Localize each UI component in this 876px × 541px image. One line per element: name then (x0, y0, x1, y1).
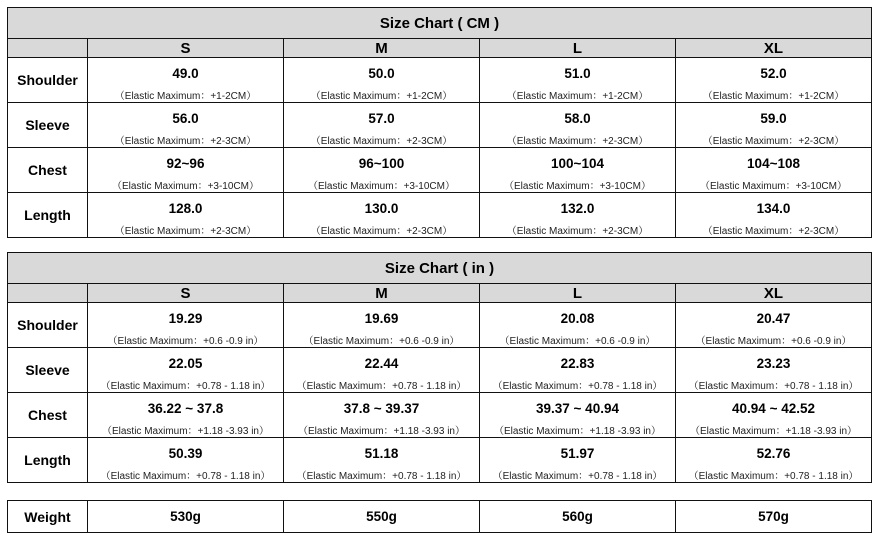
elastic-note: （Elastic Maximum：+2-3CM） (284, 222, 480, 238)
measure-value: 52.76 (676, 438, 872, 468)
measure-row (8, 393, 872, 423)
elastic-note: （Elastic Maximum：+0.6 -0.9 in） (480, 332, 676, 348)
note-row (8, 87, 872, 103)
elastic-note: （Elastic Maximum：+1-2CM） (676, 87, 872, 103)
measure-value: 59.0 (676, 103, 872, 133)
measure-value: 49.0 (88, 58, 284, 88)
measure-value: 23.23 (676, 348, 872, 378)
row-label: Sleeve (8, 348, 88, 393)
weight-value-s: 530g (88, 501, 284, 533)
elastic-note: （Elastic Maximum：+1.18 -3.93 in） (284, 422, 480, 438)
measure-value: 20.08 (480, 303, 676, 333)
elastic-note: （Elastic Maximum：+1-2CM） (88, 87, 284, 103)
table-title: Size Chart ( in ) (8, 253, 872, 284)
measure-value: 39.37 ~ 40.94 (480, 393, 676, 423)
note-row (8, 467, 872, 483)
size-header: S (88, 39, 284, 58)
measure-value: 20.47 (676, 303, 872, 333)
size-header: XL (676, 284, 872, 303)
size-header: M (284, 39, 480, 58)
measure-row (8, 303, 872, 333)
measure-value: 22.83 (480, 348, 676, 378)
elastic-note: （Elastic Maximum：+2-3CM） (88, 222, 284, 238)
measure-value: 40.94 ~ 42.52 (676, 393, 872, 423)
measure-value: 51.0 (480, 58, 676, 88)
measure-row (8, 103, 872, 133)
measure-value: 19.69 (284, 303, 480, 333)
row-label: Chest (8, 148, 88, 193)
weight-value-xl: 570g (676, 501, 872, 533)
weight-row (8, 501, 872, 533)
measure-value: 51.18 (284, 438, 480, 468)
corner-cell (8, 39, 88, 58)
measure-value: 130.0 (284, 193, 480, 223)
size-header: M (284, 284, 480, 303)
size-header-row (8, 39, 872, 58)
elastic-note: （Elastic Maximum：+0.78 - 1.18 in） (480, 377, 676, 393)
elastic-note: （Elastic Maximum：+0.78 - 1.18 in） (676, 467, 872, 483)
note-row (8, 132, 872, 148)
measure-value: 134.0 (676, 193, 872, 223)
table-title: Size Chart ( CM ) (8, 8, 872, 39)
note-row (8, 332, 872, 348)
elastic-note: （Elastic Maximum：+1-2CM） (480, 87, 676, 103)
elastic-note: （Elastic Maximum：+0.78 - 1.18 in） (284, 377, 480, 393)
elastic-note: （Elastic Maximum：+1.18 -3.93 in） (676, 422, 872, 438)
elastic-note: （Elastic Maximum：+0.78 - 1.18 in） (88, 377, 284, 393)
measure-row (8, 58, 872, 88)
measure-value: 96~100 (284, 148, 480, 178)
measure-value: 128.0 (88, 193, 284, 223)
elastic-note: （Elastic Maximum：+0.6 -0.9 in） (88, 332, 284, 348)
elastic-note: （Elastic Maximum：+0.6 -0.9 in） (676, 332, 872, 348)
size-chart-cm-table (7, 7, 872, 238)
elastic-note: （Elastic Maximum：+2-3CM） (676, 132, 872, 148)
note-row (8, 422, 872, 438)
size-header: L (480, 284, 676, 303)
elastic-note: （Elastic Maximum：+2-3CM） (88, 132, 284, 148)
measure-value: 56.0 (88, 103, 284, 133)
measure-row (8, 193, 872, 223)
measure-value: 92~96 (88, 148, 284, 178)
elastic-note: （Elastic Maximum：+1.18 -3.93 in） (480, 422, 676, 438)
size-header: L (480, 39, 676, 58)
elastic-note: （Elastic Maximum：+0.78 - 1.18 in） (480, 467, 676, 483)
measure-value: 36.22 ~ 37.8 (88, 393, 284, 423)
elastic-note: （Elastic Maximum：+1.18 -3.93 in） (88, 422, 284, 438)
measure-row (8, 148, 872, 178)
weight-table (7, 500, 872, 533)
measure-value: 100~104 (480, 148, 676, 178)
measure-value: 50.0 (284, 58, 480, 88)
elastic-note: （Elastic Maximum：+3-10CM） (88, 177, 284, 193)
measure-value: 22.05 (88, 348, 284, 378)
size-header-row (8, 284, 872, 303)
measure-row (8, 438, 872, 468)
measure-value: 104~108 (676, 148, 872, 178)
corner-cell (8, 284, 88, 303)
title-row (8, 8, 872, 39)
row-label: Length (8, 193, 88, 238)
elastic-note: （Elastic Maximum：+2-3CM） (480, 132, 676, 148)
elastic-note: （Elastic Maximum：+3-10CM） (676, 177, 872, 193)
size-header: XL (676, 39, 872, 58)
row-label: Length (8, 438, 88, 483)
measure-value: 50.39 (88, 438, 284, 468)
measure-value: 19.29 (88, 303, 284, 333)
elastic-note: （Elastic Maximum：+2-3CM） (676, 222, 872, 238)
elastic-note: （Elastic Maximum：+1-2CM） (284, 87, 480, 103)
measure-value: 51.97 (480, 438, 676, 468)
size-chart-in-table (7, 252, 872, 483)
measure-value: 37.8 ~ 39.37 (284, 393, 480, 423)
elastic-note: （Elastic Maximum：+0.78 - 1.18 in） (284, 467, 480, 483)
measure-value: 52.0 (676, 58, 872, 88)
elastic-note: （Elastic Maximum：+2-3CM） (480, 222, 676, 238)
elastic-note: （Elastic Maximum：+3-10CM） (480, 177, 676, 193)
row-label: Shoulder (8, 58, 88, 103)
note-row (8, 177, 872, 193)
measure-value: 22.44 (284, 348, 480, 378)
row-label: Sleeve (8, 103, 88, 148)
measure-value: 58.0 (480, 103, 676, 133)
elastic-note: （Elastic Maximum：+0.78 - 1.18 in） (676, 377, 872, 393)
note-row (8, 222, 872, 238)
size-header: S (88, 284, 284, 303)
measure-value: 132.0 (480, 193, 676, 223)
elastic-note: （Elastic Maximum：+0.6 -0.9 in） (284, 332, 480, 348)
elastic-note: （Elastic Maximum：+0.78 - 1.18 in） (88, 467, 284, 483)
title-row (8, 253, 872, 284)
elastic-note: （Elastic Maximum：+3-10CM） (284, 177, 480, 193)
measure-row (8, 348, 872, 378)
weight-label: Weight (8, 501, 88, 533)
note-row (8, 377, 872, 393)
row-label: Shoulder (8, 303, 88, 348)
weight-value-m: 550g (284, 501, 480, 533)
weight-value-l: 560g (480, 501, 676, 533)
measure-value: 57.0 (284, 103, 480, 133)
elastic-note: （Elastic Maximum：+2-3CM） (284, 132, 480, 148)
row-label: Chest (8, 393, 88, 438)
